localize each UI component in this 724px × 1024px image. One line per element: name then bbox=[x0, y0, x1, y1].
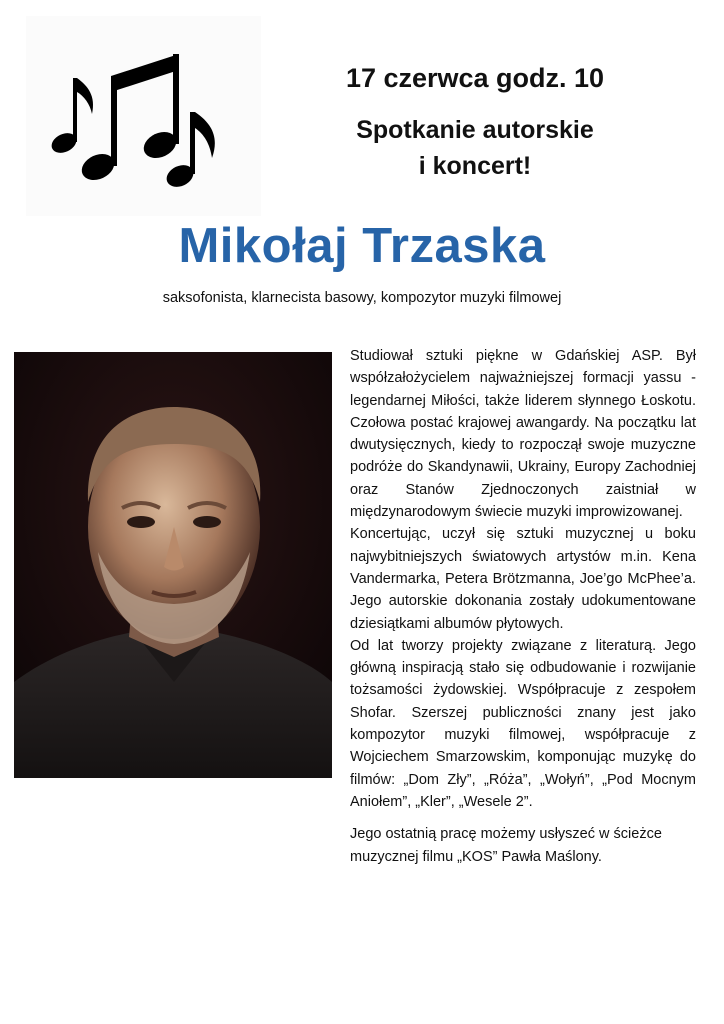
bio-paragraph-3: Od lat tworzy projekty związane z literaturą. Jego główną inspiracją stało się odbudowanie i rozwijanie tożsamości żydowskiej. Współpracuje z zespołem Shofar. Szerszej publiczności znany jest jako kompozytor muzyki filmowej, współpracuje z Wojciechem Smarzowskim, komponując muzykę do filmów: „Dom Zły”, „Róża”, „Wołyń”, „Pod Mocnym Aniołem”, „Kler”, „Wesele 2”. bbox=[350, 637, 696, 810]
music-notes-icon bbox=[48, 46, 248, 196]
bio-paragraph-1: Studiował sztuki piękne w Gdańskiej ASP. Był współzałożycielem najważniejszej formacji yassu - legendarnej Miłości, także liderem słynnego Łoskotu. Czołowa postać krajowej awangardy. Na początku lat dwutysięcznych, kiedy to rozpoczął swoje muzyczne podróże do Skandynawii, Ukrainy, Europy Zachodniej oraz Stanów Zjednoczonych zaistniał w międzynarodowym świecie muzyki improwizowanej. bbox=[350, 348, 696, 521]
bio-closing-paragraph: Jego ostatnią pracę możemy usłyszeć w ścieżce muzycznej filmu „KOS” Pawła Maślony. bbox=[350, 826, 662, 865]
artist-biography bbox=[350, 345, 696, 868]
artist-name: Mikołaj Trzaska bbox=[178, 219, 546, 273]
artist-roles: saksofonista, klarnecista basowy, kompozytor muzyki filmowej bbox=[162, 290, 562, 306]
event-date: 17 czerwca godz. 10 bbox=[345, 63, 605, 93]
bio-paragraph-2: Koncertując, uczył się sztuki muzycznej u boku najwybitniejszych światowych artystów m.in. Kena Vandermarka, Petera Brötzmanna, Joe’go McPhee’a. Jego autorskie dokonania zostały udokumentowane dziesiątkami albumów płytowych. bbox=[350, 526, 696, 632]
music-notes-graphic bbox=[26, 16, 261, 216]
event-title-line-1: Spotkanie autorskie bbox=[356, 116, 594, 144]
event-header bbox=[300, 58, 650, 184]
event-title bbox=[300, 112, 650, 184]
artist-portrait bbox=[14, 352, 332, 778]
portrait-photo bbox=[14, 352, 332, 778]
event-title-line-2: i koncert! bbox=[418, 152, 532, 180]
